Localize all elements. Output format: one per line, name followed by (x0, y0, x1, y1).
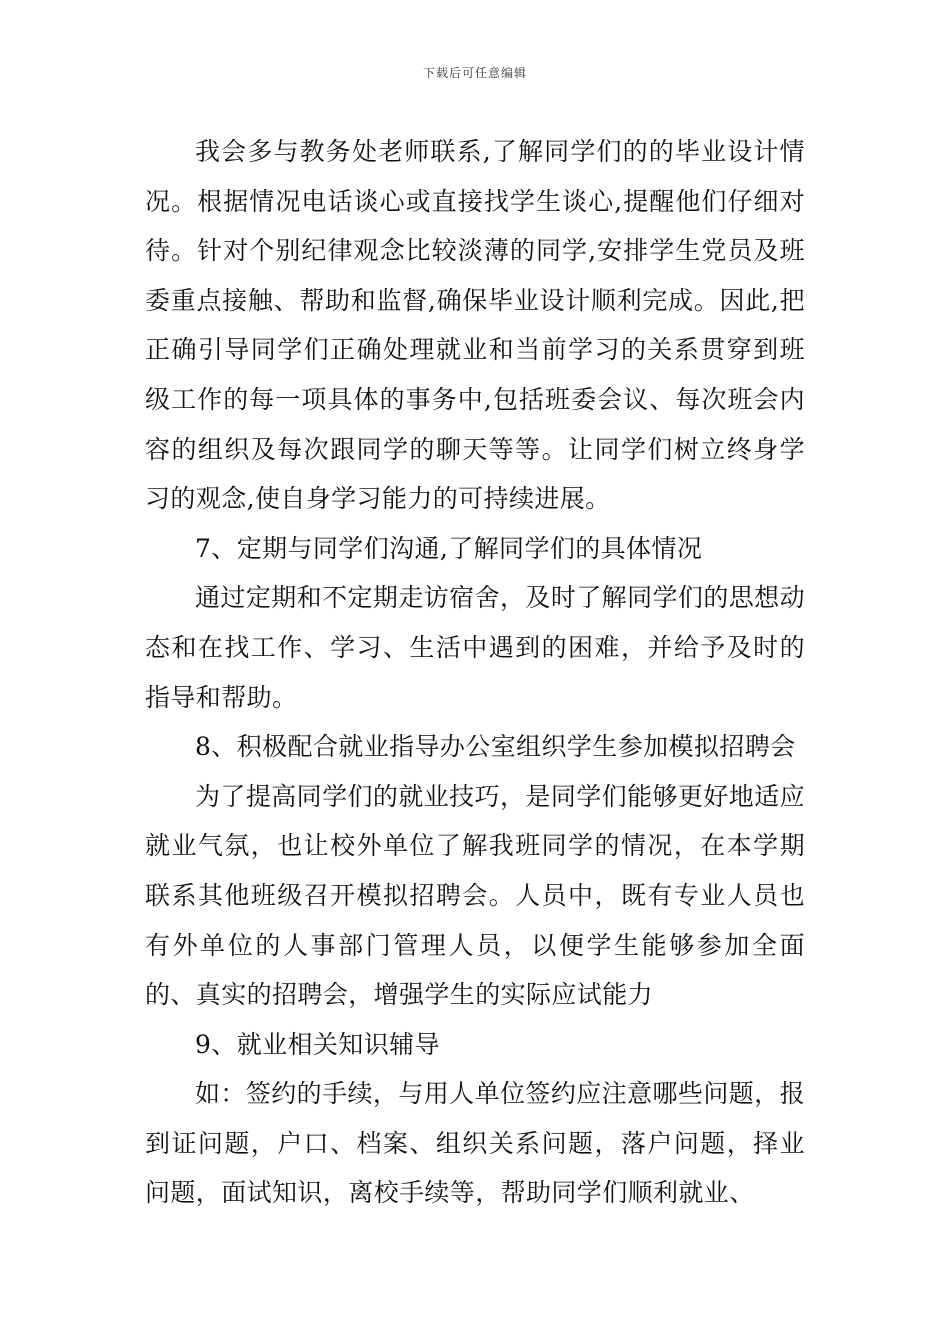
paragraph-employment-knowledge: 如：签约的手续，与用人单位签约应注意哪些问题，报到证问题，户口、档案、组织关系问题，落户问题，择业问题，面试知识，离校手续等，帮助同学们顺利就业、 (145, 1079, 805, 1208)
header-note: 下载后可任意编辑 (422, 66, 527, 80)
document-body (145, 127, 805, 1218)
paragraph-mock-job-fair: 为了提高同学们的就业技巧，是同学们能够更好地适应就业气氛，也让校外单位了解我班同学的情况，在本学期联系其他班级召开模拟招聘会。人员中，既有专业人员也有外单位的人事部门管理人员，以便学生能够参加全面的、真实的招聘会，增强学生的实际应试能力 (145, 781, 805, 1010)
heading-regular-communication: 7、定期与同学们沟通,了解同学们的具体情况 (195, 533, 703, 563)
heading-mock-job-fair: 8、积极配合就业指导办公室组织学生参加模拟招聘会 (195, 732, 796, 762)
heading-employment-knowledge: 9、就业相关知识辅导 (195, 1029, 440, 1059)
paragraph-dorm-visits: 通过定期和不定期走访宿舍，及时了解同学们的思想动态和在找工作、学习、生活中遇到的困难，并给予及时的指导和帮助。 (145, 583, 805, 712)
paragraph-graduation-design: 我会多与教务处老师联系,了解同学们的的毕业设计情况。根据情况电话谈心或直接找学生谈心,提醒他们仔细对待。针对个别纪律观念比较淡薄的同学,安排学生党员及班委重点接触、帮助和监督,确保毕业设计顺利完成。因此,把正确引导同学们正确处理就业和当前学习的关系贯穿到班级工作的每一项具体的事务中,包括班委会议、每次班会内容的组织及每次跟同学的聊天等等。让同学们树立终身学习的观念,使自身学习能力的可持续进展。 (145, 137, 805, 514)
